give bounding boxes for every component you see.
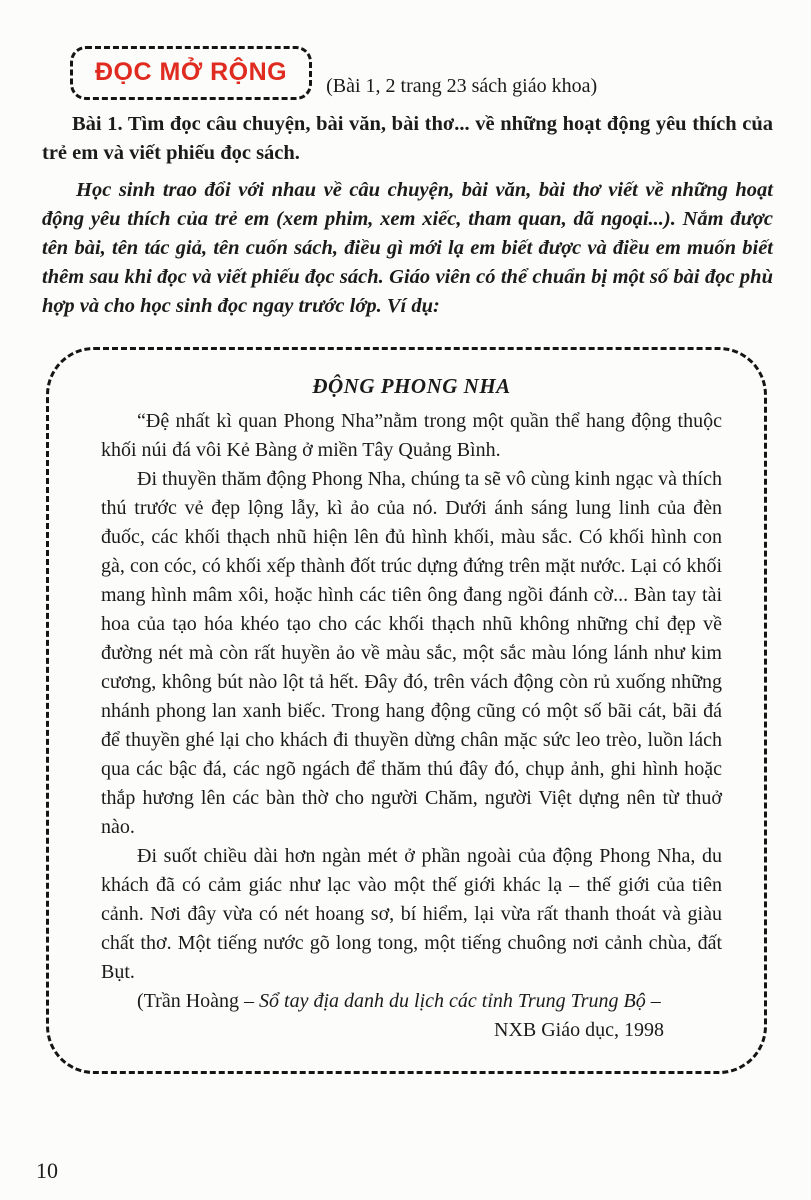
passage-paragraph-1: “Đệ nhất kì quan Phong Nha”nằm trong một quần thể hang động thuộc khối núi đá vôi Kẻ Bàng ở miền Tây Quảng Bình. [101,410,722,461]
teacher-guidance: Học sinh trao đổi với nhau về câu chuyện, bài văn, bài thơ viết về những hoạt động yêu thích của trẻ em (xem phim, xem xiếc, tham quan, dã ngoại...). Nắm được tên bài, tên tác giả, tên cuốn sách, điều gì mới lạ em biết được và điều em muốn biết thêm sau khi đọc và viết phiếu đọc sách. Giáo viên có thể chuẩn bị một số bài đọc phù hợp và cho học sinh đọc ngay trước lớp. Ví dụ: [42,179,773,317]
passage-title: ĐỘNG PHONG NHA [312,374,511,398]
section-header [70,46,773,100]
passage-paragraph-3: Đi suốt chiều dài hơn ngàn mét ở phần ngoài của động Phong Nha, du khách đã có cảm giác như lạc vào một thế giới khác lạ – thế giới của tiên cảnh. Nơi đây vừa có nét hoang sơ, bí hiểm, lại vừa rất thanh thoát và giàu chất thơ. Một tiếng nước gõ long tong, một tiếng chuông nơi cảnh chùa, đất Bụt. [101,845,722,983]
task-instruction: Bài 1. Tìm đọc câu chuyện, bài văn, bài thơ... về những hoạt động yêu thích của trẻ em và viết phiếu đọc sách. [42,113,773,164]
attribution-line [101,987,722,1016]
textbook-reference: (Bài 1, 2 trang 23 sách giáo khoa) [326,75,598,97]
attribution-author: (Trần Hoàng – [137,990,260,1012]
attribution-book-title: Sổ tay địa danh du lịch các tỉnh Trung Trung Bộ – [259,990,661,1012]
page-number: 10 [36,1158,58,1183]
section-badge-label: ĐỌC MỞ RỘNG [95,58,288,86]
passage-paragraph-2: Đi thuyền thăm động Phong Nha, chúng ta sẽ vô cùng kinh ngạc và thích thú trước vẻ đẹp lộng lẫy, kì ảo của nó. Dưới ánh sáng lung linh của đèn đuốc, các khối thạch nhũ hiện lên đủ hình khối, màu sắc. Có khối hình con gà, con cóc, có khối xếp thành đốt trúc dựng đứng trên mặt nước. Lại có khối mang hình mâm xôi, hoặc hình các tiên ông đang ngồi đánh cờ... Bàn tay tài hoa của tạo hóa khéo tạo cho các khối thạch nhũ không những chỉ đẹp về đường nét mà còn rất huyền ảo về màu sắc, một sắc màu lóng lánh như kim cương, không bút nào lột tả hết. Đây đó, trên vách động còn rủ xuống những nhánh phong lan xanh biếc. Trong hang động cũng có một số bãi cát, bãi đá để thuyền ghé lại cho khách đi thuyền dừng chân mặc sức leo trèo, luồn lách qua các bậc đá, các ngõ ngách để thăm thú đây đó, chụp ảnh, ghi hình hoặc thắp hương lên các bàn thờ cho người Chăm, người Việt dựng nên từ thuở nào. [101,468,722,838]
attribution-publisher: NXB Giáo dục, 1998 [494,1019,664,1041]
reading-passage-box [46,347,767,1074]
section-badge [70,46,312,100]
